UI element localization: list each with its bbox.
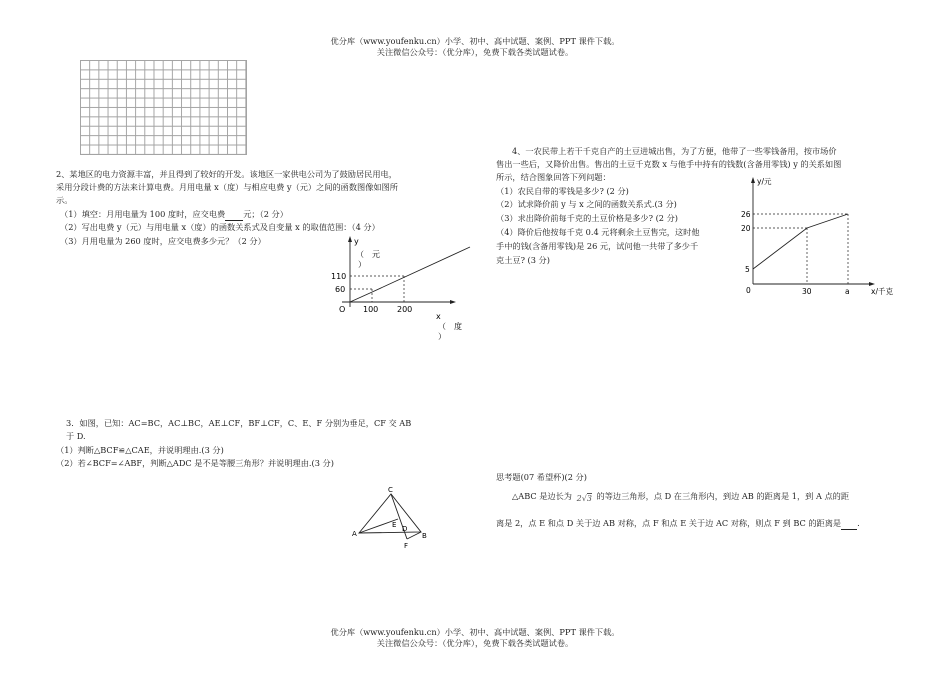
page-header [0,36,950,58]
q2-y-unit-1: （ 元 [356,250,380,259]
q3-item-1: （1）判断△BCF≌△CAE，并说明理由.(3 分) [56,445,224,455]
q2-x-arrow [450,300,456,304]
q2-x-unit-1: （ 度 [438,322,462,331]
q4-origin-label: 0 [746,286,751,295]
q4-item-4-line-3: 克土豆? (3 分) [496,255,550,265]
q2-intro-2: 采用分段计费的方法来计算电费。月用电量 x（度）与相应电费 y（元）之间的函数图像如图所 [56,182,398,192]
q2-intro-3: 示。 [56,195,73,205]
q2-origin-label: O [339,305,346,314]
label-f: F [404,542,409,550]
triangle-acb [359,494,421,533]
formula-radicand: 3 [586,494,592,503]
formula-2-sqrt-3 [577,492,592,506]
q2-item-1 [60,208,288,221]
q4-item-2: （2）试求降价前 y 与 x 之间的函数关系式.(3 分) [496,199,677,209]
q2-y-unit-2: ） [358,260,366,269]
q2-y-tick-110: 110 [331,272,347,281]
q2-x-axis-label: x [436,312,441,321]
q4-y-tick-20: 20 [741,224,751,233]
q2-y-arrow [348,236,352,242]
label-a: A [352,530,357,538]
think-line-2-end: . [857,518,860,528]
answer-blank[interactable] [225,208,243,221]
label-c: C [388,486,393,494]
q2-item-3: （3）月用电量为 260 度时，应交电费多少元？（2 分） [60,236,266,246]
label-b: B [422,532,427,540]
q4-item-1: （1）农民自带的零钱是多少? (2 分) [496,186,629,196]
q4-intro-1: 4、一农民带上若干千克自产的土豆进城出售，为了方便，他带了一些零钱备用，按市场价 [512,146,837,156]
think-line-2-text: 离是 2，点 E 和点 D 关于边 AB 对称，点 F 和点 E 关于边 AC 对称，则点 F 到 BC 的距离是 [496,518,842,528]
q4-y-tick-26: 26 [741,210,751,219]
q2-x-tick-100: 100 [363,305,379,314]
q3-intro-1: 3．如图，已知：AC=BC，AC⊥BC，AE⊥CF，BF⊥CF，C、E、F 分别为垂足，CF 交 AB [66,418,412,428]
answer-blank[interactable] [841,517,857,530]
q4-x-axis-label: x/千克 [871,287,893,296]
label-e: E [392,521,397,529]
label-d: D [402,525,408,533]
q4-x-tick-a: a [845,287,850,296]
q2-function-graph [320,232,480,347]
q2-y-axis-label: y [354,237,359,246]
think-title: 思考题(07 希望杯)(2 分) [496,472,587,482]
q3-item-2: （2）若∠BCF=∠ABF，判断△ADC 是不是等腰三角形？并说明理由.(3 分) [56,458,334,468]
q4-intro-3: 所示，结合图象回答下列问题： [496,172,611,182]
q2-x-unit-2: ） [438,332,446,341]
q3-triangle-figure [345,483,435,553]
header-line-1: 优分库（www.youfenku.cn）小学、初中、高中试题、案例、PPT 课件下载。 [330,36,620,46]
q4-y-axis-label: y/元 [757,177,772,186]
q4-item-4-line-1: （4）降价后他按每千克 0.4 元将剩余土豆售完，这时他 [496,227,700,237]
q4-item-3: （3）求出降价前每千克的土豆价格是多少? (2 分) [496,213,678,223]
think-line-1 [512,489,849,506]
footer-line-2: 关注微信公众号：（优分库），免费下载各类试题试卷。 [376,638,574,648]
q4-y-tick-5: 5 [745,265,750,274]
sqrt-symbol: √ [581,494,587,503]
q4-function-line [753,214,848,269]
grid-paper [80,60,247,155]
q2-item-1-text: （1）填空：月用电量为 100 度时，应交电费 [60,209,226,219]
q4-intro-2: 售出一些后，又降价出售。售出的土豆千克数 x 与他手中持有的钱数(含备用零钱) y 的关系如图 [496,159,842,169]
q2-item-2: （2）写出电费 y（元）与用电量 x（度）的函数关系式及自变量 x 的取值范围：（4 分） [60,222,380,232]
think-line-1-tail: 的等边三角形，点 D 在三角形内，到边 AB 的距离是 1，到 A 点的距 [596,491,850,501]
header-line-2: 关注微信公众号：（优分库），免费下载各类试题试卷。 [376,47,574,57]
q2-intro-1: 2、某地区的电力资源丰富，并且得到了较好的开发。该地区一家供电公司为了鼓励居民用电， [56,169,397,179]
q4-y-arrow [751,177,755,183]
think-line-1-head: △ABC 是边长为 [512,491,572,501]
q4-x-tick-30: 30 [802,287,812,296]
q2-item-1-tail: 元；（2 分） [243,209,288,219]
q4-x-arrow [869,282,875,286]
q2-x-tick-200: 200 [397,305,413,314]
formula-coefficient: 2 [576,494,582,503]
q2-y-tick-60: 60 [335,285,346,294]
think-line-2 [496,517,860,530]
q3-intro-2: 于 D. [66,431,86,441]
q4-function-graph [738,172,898,300]
page-footer [0,627,950,649]
q4-item-4-line-2: 手中的钱(含备用零钱)是 26 元，试问他一共带了多少千 [496,241,699,251]
segment-bf [407,532,421,539]
footer-line-1: 优分库（www.youfenku.cn）小学、初中、高中试题、案例、PPT 课件下载。 [330,627,620,637]
